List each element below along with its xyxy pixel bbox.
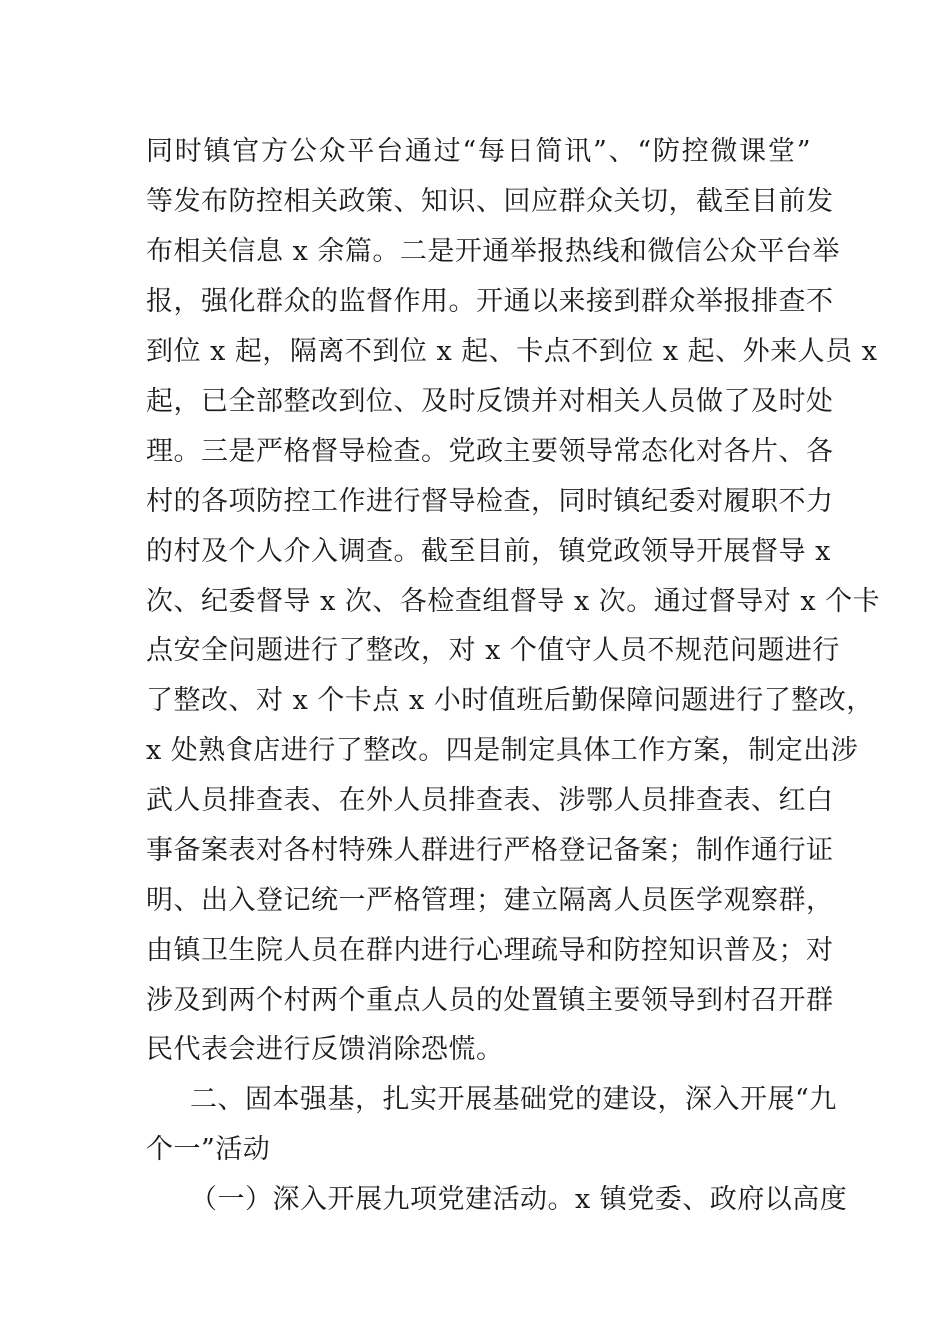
body-text-line: 报，强化群众的监督作用。开通以来接到群众举报排查不 (146, 286, 834, 317)
body-text-line: 次、纪委督导 x 次、各检查组督导 x 次。通过督导对 x 个卡 (146, 586, 881, 617)
body-text-line: 武人员排查表、在外人员排查表、涉鄂人员排查表、红白 (146, 785, 834, 816)
subsection-heading-line: （一）深入开展九项党建活动。x 镇党委、政府以高度 (190, 1184, 848, 1215)
body-text-line: 了整改、对 x 个卡点 x 小时值班后勤保障问题进行了整改， (146, 685, 874, 716)
body-text-line: 到位 x 起，隔离不到位 x 起、卡点不到位 x 起、外来人员 x (146, 336, 878, 367)
body-text-line: 涉及到两个村两个重点人员的处置镇主要领导到村召开群 (146, 985, 834, 1016)
body-text-line: 由镇卫生院人员在群内进行心理疏导和防控知识普及；对 (146, 935, 834, 966)
section-heading-line: 二、固本强基，扎实开展基础党的建设，深入开展“九 (190, 1084, 837, 1115)
body-text-line: 村的各项防控工作进行督导检查，同时镇纪委对履职不力 (146, 486, 834, 517)
body-text-line: 同时镇官方公众平台通过“每日简讯”、“防控微课堂” (146, 136, 811, 167)
body-text-line: 理。三是严格督导检查。党政主要领导常态化对各片、各 (146, 436, 834, 467)
body-text-line: 明、出入登记统一严格管理；建立隔离人员医学观察群， (146, 885, 834, 916)
section-heading-line: 个一”活动 (146, 1134, 271, 1165)
body-text-line: 事备案表对各村特殊人群进行严格登记备案；制作通行证 (146, 835, 834, 866)
body-text-line: 民代表会进行反馈消除恐慌。 (146, 1034, 504, 1065)
body-text-line: 点安全问题进行了整改，对 x 个值守人员不规范问题进行 (146, 635, 840, 666)
body-text-line: 起，已全部整改到位、及时反馈并对相关人员做了及时处 (146, 386, 834, 417)
body-text-line: x 处熟食店进行了整改。四是制定具体工作方案，制定出涉 (146, 735, 859, 766)
body-text-line: 布相关信息 x 余篇。二是开通举报热线和微信公众平台举 (146, 236, 840, 267)
body-text-line: 等发布防控相关政策、知识、回应群众关切，截至目前发 (146, 186, 834, 217)
body-text-line: 的村及个人介入调查。截至目前，镇党政领导开展督导 x (146, 536, 831, 567)
